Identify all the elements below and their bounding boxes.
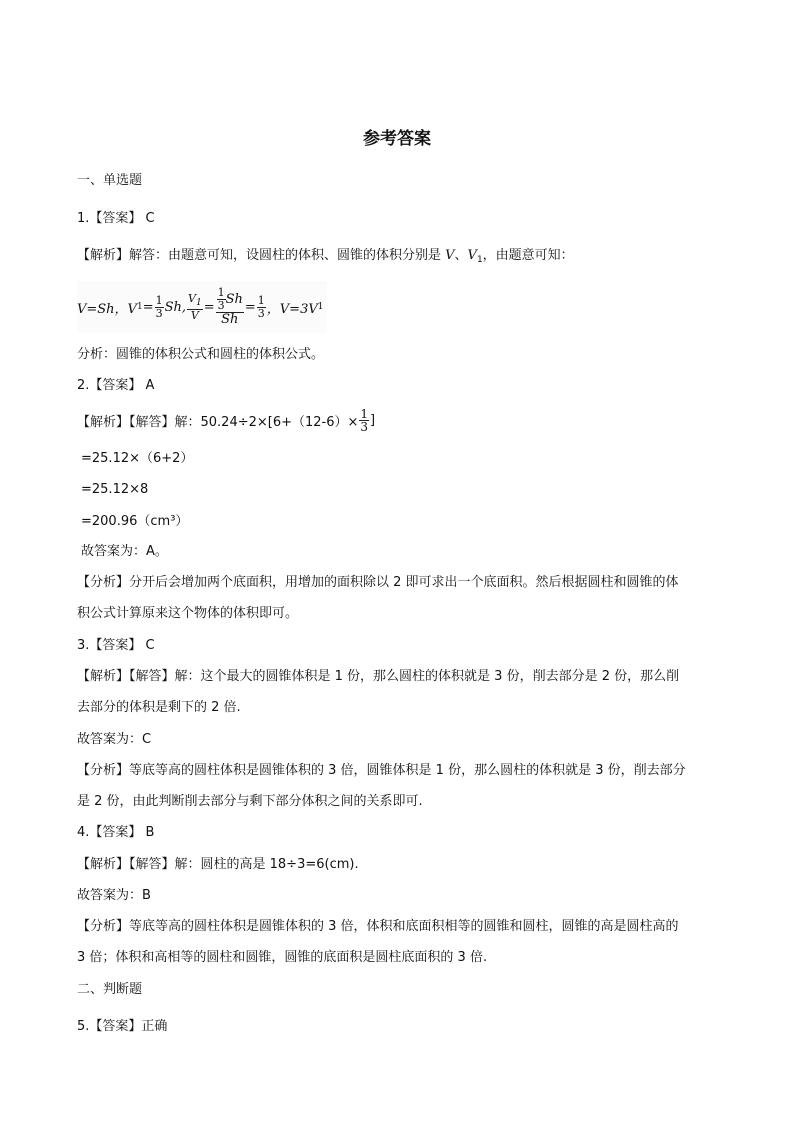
q1-analysis [77, 246, 574, 270]
frac-denominator: 3 [360, 420, 369, 434]
q2-step3: =200.96（cm³） [81, 514, 189, 529]
formula-part1-sub: 1 [136, 302, 143, 312]
frac-v-num-sub: 1 [195, 297, 202, 308]
q3-fenxi-line1: 【分析】等底等高的圆柱体积是圆锥体积的 3 倍，圆锥体积是 1 份，那么圆柱的体积就是 3 份，削去部分 [77, 763, 686, 778]
q1-var-v1: V [467, 248, 477, 263]
q3-result: 故答案为：C [77, 732, 152, 747]
formula-frac-one-third [155, 295, 164, 320]
q2-calc-prefix: 【解析】【解答】解：50.24÷2×[6+（12-6）× [77, 415, 359, 430]
q1-var-v: V [445, 248, 455, 263]
formula-eq2: = [203, 299, 215, 315]
q2-fenxi-line1: 【分析】分开后会增加两个底面积，用增加的面积除以 2 即可求出一个底面积。然后根据圆柱和圆锥的体 [77, 575, 679, 590]
inner-frac-numerator: 1 [217, 286, 225, 299]
q2-answer: 2.【答案】 A [77, 378, 155, 393]
inner-frac-denominator: 3 [217, 299, 225, 312]
page-title: 参考答案 [363, 129, 431, 149]
frac-numerator [187, 293, 203, 310]
formula-frac-result [257, 295, 266, 320]
q2-fenxi-line2: 积公式计算原来这个物体的体积即可。 [77, 606, 299, 621]
big-frac-numerator [216, 287, 244, 313]
q1-var-v1-sub: 1 [476, 255, 483, 265]
q1-formula [77, 281, 327, 333]
q1-answer: 1.【答案】 C [77, 211, 155, 226]
frac-denominator: V [190, 308, 199, 322]
q3-answer: 3.【答案】 C [77, 638, 155, 653]
formula-big-frac [216, 287, 244, 327]
formula-tail: ，V=3V [266, 301, 318, 317]
q4-result: 故答案为：B [77, 888, 151, 903]
big-frac-denominator: Sh [221, 312, 239, 327]
q5-answer: 5.【答案】正确 [77, 1019, 168, 1034]
formula-tail-sub: 1 [317, 302, 324, 312]
formula-eq3: = [244, 299, 256, 315]
section-single-choice: 一、单选题 [77, 173, 143, 188]
frac-v-num: V [188, 291, 196, 305]
q2-calc-frac [359, 408, 369, 433]
q1-var-sep: 、 [454, 248, 468, 263]
formula-part1: V=Sh，V [77, 301, 137, 317]
inner-frac [217, 287, 226, 312]
frac-numerator: 1 [360, 407, 369, 421]
formula-frac-v1-v [187, 293, 203, 322]
frac-numerator: 1 [155, 293, 163, 307]
q2-step2: =25.12×8 [81, 482, 149, 497]
q3-fenxi-line2: 是 2 份，由此判断削去部分与剩下部分体积之间的关系即可. [77, 794, 423, 809]
q3-line1: 【解析】【解答】解：这个最大的圆锥体积是 1 份，那么圆柱的体积就是 3 份，削去部分是 2 份，那么削 [77, 669, 680, 684]
section-true-false: 二、判断题 [77, 982, 143, 997]
q2-result: 故答案为：A。 [81, 544, 168, 559]
formula-eq1: = [142, 299, 154, 315]
q2-calc-suffix: ] [370, 413, 376, 428]
frac-denominator: 3 [155, 306, 163, 320]
q1-fenxi: 分析：圆锥的体积公式和圆柱的体积公式。 [77, 347, 325, 362]
q1-analysis-suffix: ，由题意可知： [482, 248, 574, 263]
big-frac-tail: Sh [225, 292, 243, 307]
q4-answer: 4.【答案】 B [77, 825, 155, 840]
q2-step1: =25.12×（6+2） [81, 451, 194, 466]
q4-line1: 【解析】【解答】解：圆柱的高是 18÷3=6(cm). [77, 857, 359, 872]
formula-part2: Sh, [164, 299, 187, 315]
q4-fenxi-line1: 【分析】等底等高的圆柱体积是圆锥体积的 3 倍，体积和底面积相等的圆锥和圆柱，圆锥的高是圆柱高的 [77, 919, 679, 934]
q2-calc [77, 408, 375, 433]
q3-line2: 去部分的体积是剩下的 2 倍. [77, 700, 241, 715]
frac-numerator: 1 [257, 293, 265, 307]
frac-denominator: 3 [257, 306, 265, 320]
q4-fenxi-line2: 3 倍；体积和高相等的圆柱和圆锥，圆锥的底面积是圆柱底面积的 3 倍. [77, 950, 488, 965]
q1-analysis-prefix: 【解析】解答：由题意可知，设圆柱的体积、圆锥的体积分别是 [77, 248, 446, 263]
